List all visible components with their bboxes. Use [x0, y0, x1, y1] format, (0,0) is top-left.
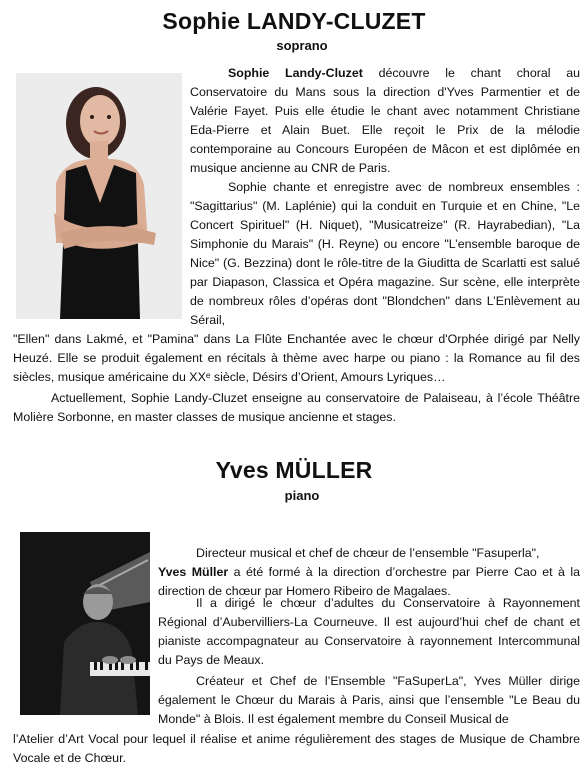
artist1-paragraph-2: Sophie chante et enregistre avec de nombreux ensembles : "Sagittarius" (M. Laplénie) qui la conduit en Turquie et en Chine, "Le Concert Spirituel" (H. Niquet), "Musicatreize" (R. Hayrabedian), "La Simphonie du Marais" (H. Reyne) ou encore "L’ensemble baroque de Nice" (G. Bezzina) dont le rôle-titre de la Giuditta de Scarlatti est salué par Diapason, Classica et Opéra magazine. Sur scène, elle interprète de nombreux rôles d’opéras dont "Blondchen" dans L’Enlèvement au Sérail,: [190, 180, 580, 327]
artist1-paragraph-2-continued: "Ellen" dans Lakmé, et "Pamina" dans La Flûte Enchantée avec le chœur d'Orphée dirigé par Nelly Heuzé. Elle se produit également en récitals à thème avec harpe ou piano : la Romance au fil des siècles, musique américaine du XXᵉ siècle, Désirs d’Orient, Amours Lyriques…: [13, 332, 580, 384]
artist1-name-heading: Sophie LANDY-CLUZET: [162, 8, 426, 34]
artist1-paragraph-1: [190, 64, 580, 178]
artist1-paragraph-3: Actuellement, Sophie Landy-Cluzet enseigne au conservatoire de Palaiseau, à l’école Théâtre Molière Sorbonne, en master classes de musique ancienne et stages.: [13, 391, 580, 424]
artist2-paragraph-1: [158, 544, 580, 601]
artist2-paragraph-2: Il a dirigé le chœur d’adultes du Conservatoire à Rayonnement Régional d’Aubervilliers-La Courneuve. Il est aujourd’hui chef de chant et pianiste accompagnateur au Conservatoire à rayonnement Intercommunal du Pays de Meaux.: [158, 596, 580, 667]
artist2-role: piano: [284, 488, 320, 503]
portrait-photo-man-piano-icon: [20, 532, 150, 715]
artist1-name-bold: Sophie Landy-Cluzet: [228, 66, 363, 80]
artist2-photo: [20, 532, 150, 715]
artist2-paragraph-3: Créateur et Chef de l’Ensemble "FaSuperLa", Yves Müller dirige également le Chœur du Marais à Paris, ainsi que l’ensemble "Le Beau du Monde" à Blois. Il est également membre du Conseil Musical de: [158, 674, 580, 726]
artist1-role: soprano: [276, 38, 328, 53]
artist2-name-heading: Yves MÜLLER: [215, 457, 373, 483]
artist2-paragraph-1-start: Directeur musical et chef de chœur de l’ensemble "Fasuperla",: [196, 546, 540, 560]
artist1-paragraph-1-text: découvre le chant choral au Conservatoire du Mans sous la direction d'Yves Parmentier et de Valérie Fayet. Puis elle étudie le chant avec notamment Christiane Eda-Pierre et Alain Buet. Elle reçoit le Prix de la mélodie contemporaine au Concours Européen de Mâcon et est diplômée en musique ancienne au CNR de Paris.: [190, 66, 580, 175]
artist2-paragraph-1-text: a été formé à la direction d’orchestre par Pierre Cao et à la direction de chœur par Homero Ribeiro de Magalaes.: [158, 565, 581, 598]
artist2-paragraph-3-continued: l’Atelier d’Art Vocal pour lequel il réalise et anime régulièrement des stages de Musique de Chambre Vocale et de Chœur.: [13, 732, 580, 765]
artist2-name-bold: Yves Müller: [158, 565, 229, 579]
artist1-photo: [16, 73, 182, 319]
portrait-photo-woman-icon: [16, 73, 182, 319]
